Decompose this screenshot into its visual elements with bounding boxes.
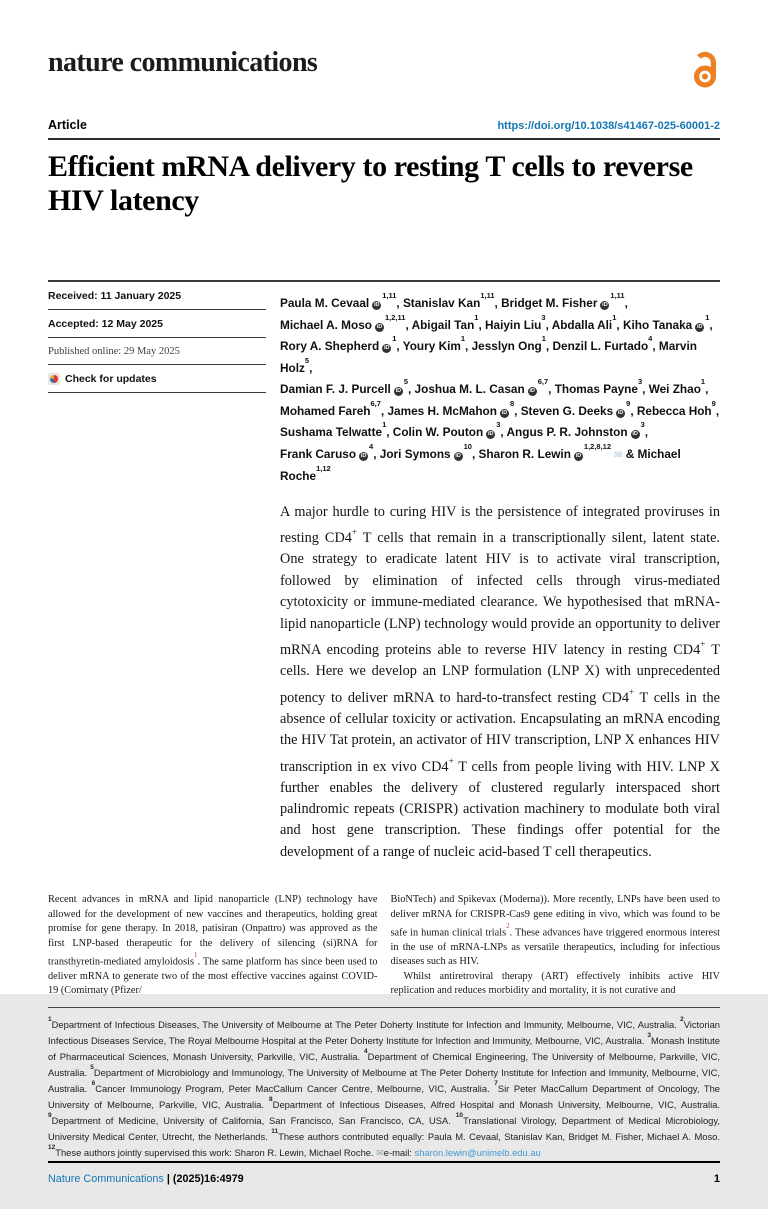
author-name: Rebecca Hoh (636, 403, 712, 418)
orcid-icon[interactable]: iD (501, 409, 508, 416)
meta-authors-section (48, 280, 720, 486)
orcid-icon[interactable]: iD (617, 409, 624, 416)
author-name: Bridget M. Fisher (501, 296, 598, 311)
footnotes-text: $^1$Department of Infectious Diseases, The University of Melbourne at The Peter Doherty Institute for Infection and Immunity, Melbourne, VIC, Australia. $^2$Victorian Infectious Diseases Service, The Royal Melbourne Hospital at the Peter Doherty Institute for Infection and Immunity, Melbourne, VIC, Australia. $^3$Monash Institute of Pharmaceutical Sciences, Monash University, Parkville, VIC, Australia. $^4$Department of Chemical Engineering, The University of Melbourne, Parkville, VIC, Australia. $^5$Department of Microbiology and Immunology, The University of Melbourne at The Peter Doherty Institute for Infection and Immunity, Melbourne, VIC, Australia. $^6$Cancer Immunology Program, Peter MacCallum Cancer Centre, Melbourne, VIC, Australia. $^7$Sir Peter MacCallum Department of Oncology, The University of Melbourne, Parkville, VIC, Australia. $^8$Department of Infectious Diseases, Alfred Hospital and Monash University, Melbourne, VIC, Australia. $^9$Department of Medicine, University of California, San Francisco, San Francisco, CA, USA. $^{10}$Translational Virology, Department of Medical Microbiology, University Medical Center, Utrecht, the Netherlands. $^{11}$These authors contributed equally: Paula M. Cevaal, Stanislav Kan, Bridget M. Fisher, Michael A. Moso. $^{12}$These authors jointly supervised this work: Sharon R. Lewin, Michael Roche. ✉e-mail: sharon.lewin@unimelb.edu.au (48, 1007, 720, 1161)
author-name: Sushama Telwatte (280, 425, 383, 440)
author-name: Abigail Tan (411, 317, 475, 332)
published-date: Published online: 29 May 2025 (48, 338, 266, 365)
author-name: Michael A. Moso (280, 317, 372, 332)
envelope-icon: ✉ (376, 1147, 384, 1158)
page-number: 1 (713, 1172, 720, 1185)
journal-logo: nature communications (48, 47, 318, 78)
body-paragraph: BioNTech) and Spikevax (Moderna)). More recently, LNPs have been used to deliver mRNA for CRISPR-Cas9 gene editing in vivo, which was found to be safe in human clinical trials$^2$. These advances have triggered enormous interest in the use of mRNA-LNPs as versatile therapeutics, including for infectious diseases such as HIV. (390, 894, 720, 968)
doi-link[interactable]: https://doi.org/10.1038/s41467-025-60001-2 (497, 120, 720, 132)
author-name: Rory A. Shepherd (280, 339, 380, 354)
orcid-icon[interactable]: iD (632, 431, 638, 438)
orcid-icon[interactable]: iD (373, 302, 380, 309)
author-name: Frank Caruso (280, 446, 357, 461)
author-name: Paula M. Cevaal (280, 296, 370, 311)
page-footer (48, 1161, 720, 1209)
author-name: Stanislav Kan (402, 296, 481, 311)
orcid-icon[interactable]: iD (360, 452, 367, 459)
author-name: Wei Zhao (648, 382, 701, 397)
author-name: Haiyin Liu (485, 317, 542, 332)
author-name: Jesslyn Ong (471, 339, 542, 354)
author-name: Colin W. Pouton (392, 425, 484, 440)
author-list: Paula M. Cevaal iD$^{1,11}$, Stanislav Kan$^{1,11}$, Bridget M. Fisher iD$^{1,11}$, Michael A. Moso iD$^{1,2,11}$, Abigail Tan$^1$, Haiyin Liu$^3$, Abdalla Ali$^1$, Kiho Tanaka $iD^1$, Rory A. Shepherd $iD^1$, Youry Kim$^1$, Jesslyn Ong$^1$, Denzil L. Furtado$^4$, Marvin Holz$^5$, Damian F. J. Purcell $iD^5$, Joshua M. L. Casan iD$^{6,7}$, Thomas Payne$^3$, Wei Zhao$^1$, Mohamed Fareh$^{6,7}$, James H. McMahon $iD^8$, Steven G. Deeks $iD^9$, Rebecca Hoh$^9$, Sushama Telwatte$^1$, Colin W. Pouton $iD^3$, Angus P. R. Johnston $iD^3$, Frank Caruso $iD^4$, Jori Symons $iD^{10}$, Sharon R. Lewin iD$^{1,2,8,12}$✉ & Michael Roche$^{1,12}$ (280, 291, 720, 484)
author-name: Denzil L. Furtado (552, 339, 649, 354)
author-name: Marvin Holz (280, 339, 697, 375)
author-name: James H. McMahon (387, 403, 497, 418)
author-name: Damian F. J. Purcell (280, 382, 391, 397)
orcid-icon[interactable]: iD (455, 452, 461, 459)
orcid-icon[interactable]: iD (602, 302, 608, 309)
accepted-date: Accepted: 12 May 2025 (48, 310, 266, 338)
journal-header (48, 48, 720, 94)
orcid-icon[interactable]: iD (575, 452, 582, 459)
corresponding-email-link[interactable]: sharon.lewin@unimelb.edu.au (414, 1146, 541, 1158)
footer-citation-group (48, 1173, 244, 1185)
author-name: Steven G. Deeks (520, 403, 614, 418)
author-name: Angus P. R. Johnston (506, 425, 628, 440)
check-for-updates-label: Check for updates (65, 373, 157, 386)
author-name: Michael Roche (280, 446, 681, 484)
orcid-icon[interactable]: iD (696, 323, 703, 330)
body-column-right (391, 893, 721, 998)
orcid-icon[interactable]: iD (487, 431, 494, 438)
footer-citation: | (2025)16:4979 (166, 1172, 244, 1185)
check-for-updates-button[interactable] (48, 365, 266, 393)
article-meta-row (48, 118, 720, 140)
body-text (48, 893, 720, 998)
crossmark-icon (48, 373, 60, 385)
author-name: Jori Symons (379, 446, 451, 461)
author-name: Abdalla Ali (551, 317, 613, 332)
body-paragraph: Recent advances in mRNA and lipid nanoparticle (LNP) technology have allowed for the development of new vaccines and therapeutics, holding great promise for gene therapy. In 2018, patisiran (Onpattro) was approved as the first LNP-based therapeutic for the delivery of silencing (si)RNA for transthyretin-mediated amyloidosis$^1$. The same platform has since been used to deliver mRNA to generate two of the most effective vaccines against COVID-19 (Comirnaty (Pfizer/ (48, 894, 378, 997)
article-type-label: Article (48, 118, 87, 132)
author-name: Joshua M. L. Casan (414, 382, 525, 397)
article-title: Efficient mRNA delivery to resting T cells to reverse HIV latency (48, 150, 693, 217)
orcid-icon[interactable]: iD (376, 323, 383, 330)
abstract-text: A major hurdle to curing HIV is the persistence of integrated proviruses in resting CD4+ T cells that remain in a transcriptionally silent, latent state. One strategy to eradicate latent HIV is to activate viral transcription, followed by elimination of infected cells through virus-mediated cytotoxicity or immune-mediated clearance. We hypothesised that mRNA-lipid nanoparticle (LNP) technology would provide an opportunity to deliver mRNA encoding proteins able to reverse HIV latency in resting CD4+ T cells. Here we develop an LNP formulation (LNP X) with unprecedented potency to deliver mRNA to hard-to-transfect resting CD4+ T cells in the absence of cellular toxicity or activation. Encapsulating an mRNA encoding the HIV Tat protein, an activator of HIV transcription, LNP X enhances HIV transcription in ex vivo CD4+ T cells from people living with HIV. LNP X further enables the delivery of clustered regularly interspaced short palindromic repeats (CRISPR) activation machinery to modulate both viral and host gene transcription. These findings offer potential for the development of a range of nucleic acid-based T cell therapeutics. (280, 503, 720, 860)
author-name: Thomas Payne (554, 382, 638, 397)
orcid-icon[interactable]: iD (529, 388, 535, 395)
footer-journal-link[interactable]: Nature Communications (48, 1172, 164, 1185)
dates-sidebar (48, 282, 266, 486)
author-name: Mohamed Fareh (280, 403, 371, 418)
open-access-icon (690, 49, 720, 94)
body-column-left (48, 893, 378, 998)
author-name: Sharon R. Lewin (478, 446, 571, 461)
author-name: Kiho Tanaka (622, 317, 693, 332)
received-date: Received: 11 January 2025 (48, 282, 266, 310)
envelope-icon: ✉ (614, 449, 623, 461)
author-name: Youry Kim (402, 339, 461, 354)
orcid-icon[interactable]: iD (383, 345, 390, 352)
body-paragraph: Whilst antiretroviral therapy (ART) effectively inhibits active HIV replication and reduces morbidity and mortality, it is not curative and (390, 970, 720, 997)
orcid-icon[interactable]: iD (395, 388, 402, 395)
